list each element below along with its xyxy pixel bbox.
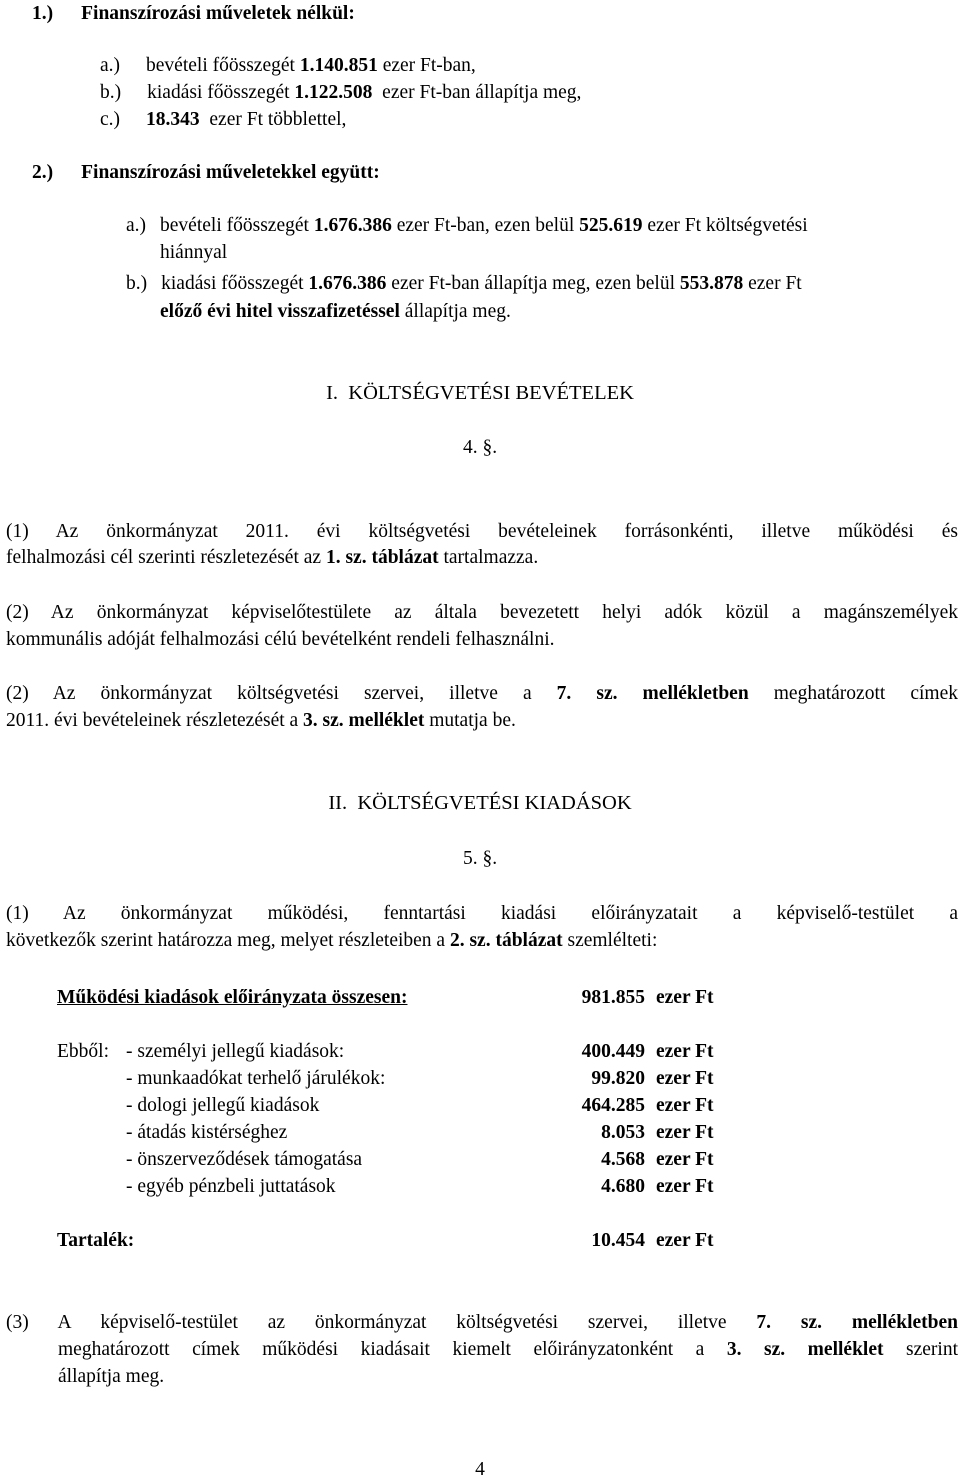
- section1-heading: 1.) Finanszírozási műveletek nélkül:: [32, 3, 355, 24]
- part2-p3-line3: állapítja meg.: [58, 1366, 165, 1387]
- section2-item-b: b.) kiadási főösszegét 1.676.386 ezer Ft-ban állapítja meg, ezen belül 553.878 ezer Ft: [126, 273, 802, 294]
- part2-title: II. KÖLTSÉGVETÉSI KIADÁSOK: [328, 792, 632, 814]
- expense-row-value: 464.285: [581, 1095, 645, 1116]
- expense-row-label: - egyéb pénzbeli juttatások: [126, 1176, 336, 1197]
- section2-item-b-cont: előző évi hitel visszafizetéssel állapítja meg.: [160, 301, 511, 322]
- total-label: Működési kiadások előirányzata összesen:: [57, 987, 408, 1008]
- section2-heading: 2.) Finanszírozási műveletekkel együtt:: [32, 162, 380, 183]
- section2-item-a: a.) bevételi főösszegét 1.676.386 ezer Ft-ban, ezen belül 525.619 ezer Ft költségvetési: [126, 215, 808, 236]
- reserve-label: Tartalék:: [57, 1230, 135, 1251]
- expense-row-label: - önszerveződések támogatása: [126, 1149, 363, 1170]
- section2-item-a-cont: hiánnyal: [160, 242, 228, 263]
- part2-paragraph-number: 5. §.: [462, 848, 498, 869]
- expense-row-unit: ezer Ft: [656, 1095, 714, 1116]
- reserve-unit: ezer Ft: [656, 1230, 714, 1251]
- section1-item-b: b.) kiadási főösszegét 1.122.508 ezer Ft-ban állapítja meg,: [100, 82, 582, 103]
- ebbol-label: Ebből:: [57, 1041, 109, 1062]
- part1-p2-line2: kommunális adóját felhalmozási célú bevételként rendeli felhasználni.: [6, 629, 555, 650]
- part1-p3-line2: 2011. évi bevételeinek részletezését a 3. sz. melléklet mutatja be.: [6, 710, 516, 731]
- total-value: 981.855: [581, 987, 645, 1008]
- part1-title: I. KÖLTSÉGVETÉSI BEVÉTELEK: [326, 382, 634, 404]
- expense-row-unit: ezer Ft: [656, 1068, 714, 1089]
- page-number: 4: [475, 1459, 485, 1480]
- expense-row-unit: ezer Ft: [656, 1122, 714, 1143]
- expense-row-value: 8.053: [601, 1122, 645, 1143]
- part1-paragraph-number: 4. §.: [462, 437, 498, 458]
- part2-p1-line2: következők szerint határozza meg, melyet részleteiben a 2. sz. táblázat szemlélteti:: [6, 930, 658, 951]
- section1-item-a: a.) bevételi főösszegét 1.140.851 ezer Ft-ban,: [100, 55, 476, 76]
- expense-row-value: 4.568: [601, 1149, 645, 1170]
- part1-p3-line1: (2) Az önkormányzat költségvetési szervei, illetve a 7. sz. mellékletben meghatározott címek: [6, 683, 958, 704]
- expense-row-label: - személyi jellegű kiadások:: [126, 1041, 345, 1062]
- expense-row-value: 99.820: [591, 1068, 645, 1089]
- part1-p2-line1: (2) Az önkormányzat képviselőtestülete az általa bevezetett helyi adók közül a magánszemélyek: [6, 602, 958, 623]
- expense-row-label: - munkaadókat terhelő járulékok:: [126, 1068, 386, 1089]
- expense-row-unit: ezer Ft: [656, 1176, 714, 1197]
- expense-row-unit: ezer Ft: [656, 1149, 714, 1170]
- expense-row-label: - dologi jellegű kiadások: [126, 1095, 320, 1116]
- section1-item-c: c.) 18.343 ezer Ft többlettel,: [100, 109, 347, 130]
- part1-p1-line2: felhalmozási cél szerinti részletezését az 1. sz. táblázat tartalmazza.: [6, 547, 539, 568]
- expense-row-unit: ezer Ft: [656, 1041, 714, 1062]
- part2-p3-line2: meghatározott címek működési kiadásait kiemelt előirányzatonként a 3. sz. melléklet szerint: [58, 1339, 958, 1360]
- total-unit: ezer Ft: [656, 987, 714, 1008]
- expense-row-value: 4.680: [601, 1176, 645, 1197]
- part1-p1-line1: (1) Az önkormányzat 2011. évi költségvetési bevételeinek forrásonkénti, illetve működési és: [6, 521, 958, 542]
- reserve-value: 10.454: [591, 1230, 645, 1251]
- expense-row-label: - átadás kistérséghez: [126, 1122, 288, 1143]
- part2-p1-line1: (1) Az önkormányzat működési, fenntartási kiadási előirányzatait a képviselő-testület a: [6, 903, 958, 924]
- expense-row-value: 400.449: [581, 1041, 645, 1062]
- part2-p3-line1: (3) A képviselő-testület az önkormányzat költségvetési szervei, illetve 7. sz. mellékletben: [6, 1312, 958, 1333]
